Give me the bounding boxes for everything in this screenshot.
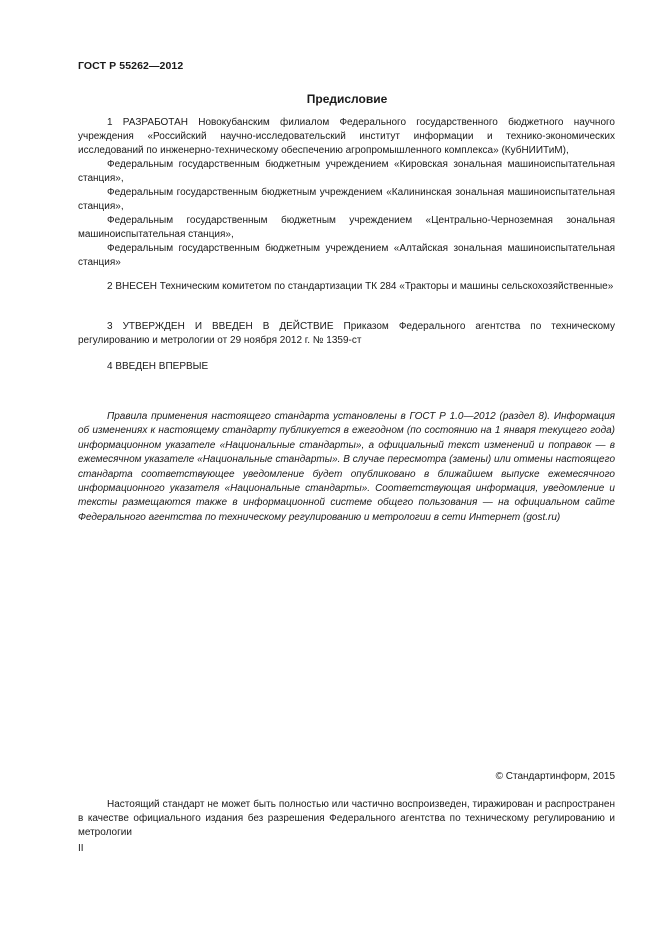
page-title: Предисловие — [306, 92, 388, 106]
developed-paragraph: 1 РАЗРАБОТАН Новокубанским филиалом Федерального государственного бюджетного научного учреждения «Российский научно-исследовательский институт информации и технико-экономических исследований по инженерно-техническому обеспечению агропромышленного комплекса» (КубНИИТиМ), — [78, 117, 615, 156]
first-introduced-paragraph: 4 ВВЕДЕН ВПЕРВЫЕ — [107, 361, 209, 372]
developed-paragraph: Федеральным государственным бюджетным учреждением «Алтайская зональная машиноиспытательная станция» — [78, 243, 615, 268]
developed-paragraph: Федеральным государственным бюджетным учреждением «Кировская зональная машиноиспытательная станция», — [78, 159, 615, 184]
reproduction-notice — [78, 798, 615, 840]
copyright-line: © Стандартинформ, 2015 — [495, 771, 615, 782]
section-introduced — [78, 280, 615, 294]
approved-paragraph: 3 УТВЕРЖДЕН И ВВЕДЕН В ДЕЙСТВИЕ Приказом Федерального агентства по техническому регулированию и метрологии от 29 ноября 2012 г. № 1359-ст — [78, 321, 615, 346]
rules-paragraph: Правила применения настоящего стандарта установлены в ГОСТ Р 1.0—2012 (раздел 8). Информация об изменениях к настоящему стандарту публикуется в ежегодном (по состоянию на 1 января текущего года) информационном указателе «Национальные стандарты», а официальный текст изменений и поправок — в ежемесячном указателе «Национальные стандарты». В случае пересмотра (замены) или отмены настоящего стандарта соответствующее уведомление будет опубликовано в ближайшем выпуске ежемесячного информационного указателя «Национальные стандарты». Соответствующая информация, уведомление и тексты размещаются также в информационной системе общего пользования — на официальном сайте Федерального агентства по техническому регулированию и метрологии в сети Интернет (gost.ru) — [78, 411, 615, 523]
page-number: II — [78, 843, 84, 854]
section-approved — [78, 320, 615, 348]
section-developed — [78, 116, 615, 270]
developed-paragraph: Федеральным государственным бюджетным учреждением «Центрально-Черноземная зональная машиноиспытательная станция», — [78, 215, 615, 240]
standard-code-header: ГОСТ Р 55262—2012 — [78, 60, 184, 72]
notice-paragraph: Настоящий стандарт не может быть полностью или частично воспроизведен, тиражирован и распространен в качестве официального издания без разрешения Федерального агентства по техническому регулированию и метрологии — [78, 799, 615, 838]
rules-of-application — [78, 410, 615, 525]
introduced-paragraph: 2 ВНЕСЕН Техническим комитетом по стандартизации ТК 284 «Тракторы и машины сельскохозяйственные» — [107, 281, 614, 292]
developed-paragraph: Федеральным государственным бюджетным учреждением «Калининская зональная машиноиспытательная станция», — [78, 187, 615, 212]
section-first-introduced — [78, 360, 615, 374]
